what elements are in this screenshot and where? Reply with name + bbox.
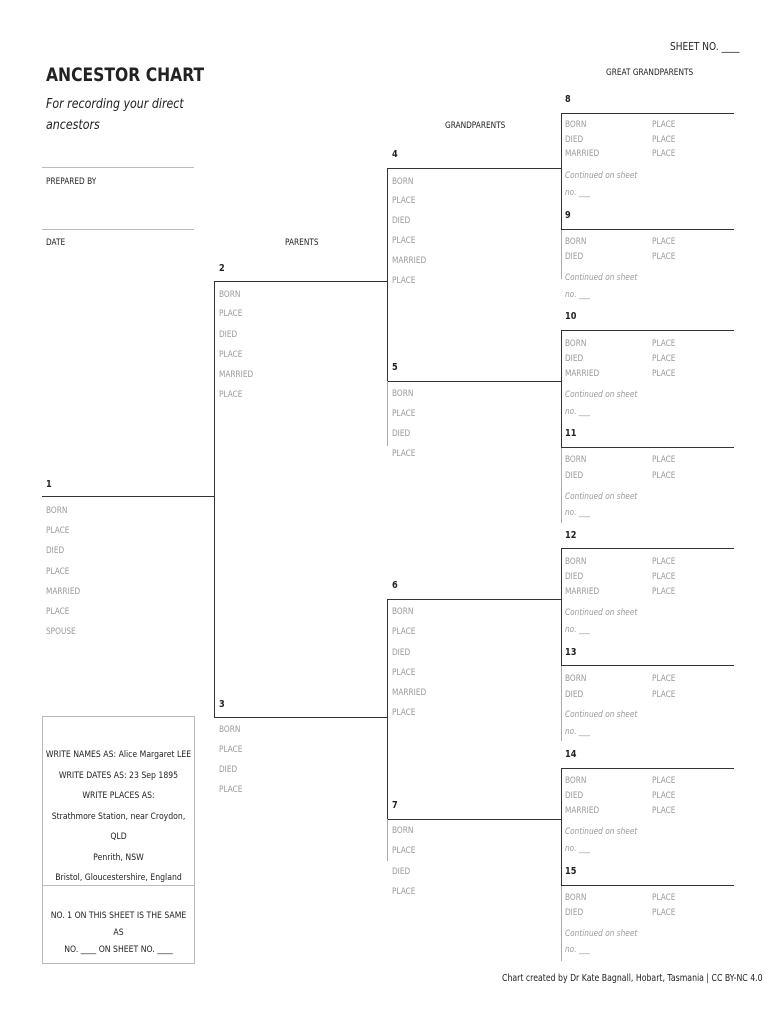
p1-married: MARRIED <box>46 587 81 597</box>
divider <box>42 167 194 168</box>
p2-died: DIED <box>219 330 238 340</box>
person-6-name-line[interactable] <box>387 599 561 600</box>
person-number-8: 8 <box>565 94 571 105</box>
person-8-name-line[interactable] <box>561 113 734 114</box>
p6-born: BORN <box>392 607 414 617</box>
person-2-name-line[interactable] <box>214 281 387 282</box>
person-7-name-line[interactable] <box>387 819 561 820</box>
person-number-13: 13 <box>565 647 577 658</box>
person-number-6: 6 <box>392 580 398 591</box>
p9-place: PLACE <box>652 237 676 247</box>
p9-sheet-no[interactable]: no. ___ <box>565 290 590 300</box>
p6-place: PLACE <box>392 708 416 718</box>
p14-died: DIED <box>565 791 584 801</box>
place-example-1: Strathmore Station, near Croydon, QLD <box>51 811 186 842</box>
p12-born: BORN <box>565 557 587 567</box>
subtitle-line2: ancestors <box>46 118 100 133</box>
p7-place: PLACE <box>392 887 416 897</box>
write-dates-instruction: WRITE DATES AS: 23 Sep 1895 <box>58 770 179 781</box>
person-number-15: 15 <box>565 866 577 877</box>
subtitle-line1: For recording your direct <box>46 97 184 112</box>
person-4-name-line[interactable] <box>387 168 561 169</box>
same-as-box <box>42 885 195 964</box>
person-number-11: 11 <box>565 428 577 439</box>
p13-died: DIED <box>565 690 584 700</box>
p6-died: DIED <box>392 648 411 658</box>
p14-married: MARRIED <box>565 806 600 816</box>
p11-continued: Continued on sheet <box>565 492 638 502</box>
sheet-number[interactable]: SHEET NO. ____ <box>670 40 740 53</box>
p6-married: MARRIED <box>392 688 427 698</box>
p4-place: PLACE <box>392 236 416 246</box>
p4-died: DIED <box>392 216 411 226</box>
p8-born: BORN <box>565 120 587 130</box>
date-label: DATE <box>46 238 66 248</box>
person-13-name-line[interactable] <box>561 665 734 666</box>
person-5-name-line[interactable] <box>387 381 561 382</box>
person-3-name-line[interactable] <box>214 717 387 718</box>
p6-place: PLACE <box>392 627 416 637</box>
great-grandparents-heading: GREAT GRANDPARENTS <box>606 68 694 78</box>
p9-born: BORN <box>565 237 587 247</box>
person-number-4: 4 <box>392 149 398 160</box>
p7-died: DIED <box>392 867 411 877</box>
person-number-1: 1 <box>46 479 52 490</box>
p12-died: DIED <box>565 572 584 582</box>
p8-place: PLACE <box>652 135 676 145</box>
p1-spouse: SPOUSE <box>46 627 76 637</box>
p15-place: PLACE <box>652 893 676 903</box>
p11-place: PLACE <box>652 455 676 465</box>
p8-died: DIED <box>565 135 584 145</box>
footer-credit: Chart created by Dr Kate Bagnall, Hobart, Tasmania | CC BY-NC 4.0 <box>502 973 763 984</box>
p6-place: PLACE <box>392 668 416 678</box>
bracket-5 <box>561 330 562 447</box>
p1-died: DIED <box>46 546 65 556</box>
p14-continued: Continued on sheet <box>565 827 638 837</box>
same-as-line2[interactable]: NO. ____ ON SHEET NO. ____ <box>64 945 173 955</box>
p8-married: MARRIED <box>565 149 600 159</box>
bracket-7 <box>561 768 562 885</box>
grandparents-heading: GRANDPARENTS <box>445 121 506 131</box>
person-14-name-line[interactable] <box>561 768 734 769</box>
p12-sheet-no[interactable]: no. ___ <box>565 625 590 635</box>
p10-continued: Continued on sheet <box>565 390 638 400</box>
p10-sheet-no[interactable]: no. ___ <box>565 407 590 417</box>
p12-continued: Continued on sheet <box>565 608 638 618</box>
p12-place: PLACE <box>652 587 676 597</box>
person-12-name-line[interactable] <box>561 548 734 549</box>
person-9-name-line[interactable] <box>561 229 734 230</box>
p5-place: PLACE <box>392 409 416 419</box>
p13-place: PLACE <box>652 674 676 684</box>
p11-born: BORN <box>565 455 587 465</box>
person-1-name-line[interactable] <box>42 496 214 497</box>
instructions-box <box>42 716 195 886</box>
p13-continued: Continued on sheet <box>565 710 638 720</box>
person-15-name-line[interactable] <box>561 885 734 886</box>
p8-place: PLACE <box>652 149 676 159</box>
p13-sheet-no[interactable]: no. ___ <box>565 727 590 737</box>
p7-born: BORN <box>392 826 414 836</box>
p1-place: PLACE <box>46 567 70 577</box>
p8-continued: Continued on sheet <box>565 171 638 181</box>
bracket-1 <box>214 281 215 717</box>
page-title: ANCESTOR CHART <box>46 64 205 86</box>
p5-place: PLACE <box>392 449 416 459</box>
p14-place: PLACE <box>652 791 676 801</box>
person-number-2: 2 <box>219 263 225 274</box>
person-10-name-line[interactable] <box>561 330 734 331</box>
p5-died: DIED <box>392 429 411 439</box>
p1-born: BORN <box>46 506 68 516</box>
p13-place: PLACE <box>652 690 676 700</box>
p2-place: PLACE <box>219 390 243 400</box>
p11-died: DIED <box>565 471 584 481</box>
p2-married: MARRIED <box>219 370 254 380</box>
p12-place: PLACE <box>652 557 676 567</box>
p13-born: BORN <box>565 674 587 684</box>
p8-sheet-no[interactable]: no. ___ <box>565 188 590 198</box>
p12-place: PLACE <box>652 572 676 582</box>
place-example-3: Bristol, Gloucestershire, England <box>55 873 182 883</box>
p1-place: PLACE <box>46 526 70 536</box>
p11-sheet-no[interactable]: no. ___ <box>565 508 590 518</box>
p15-place: PLACE <box>652 908 676 918</box>
p10-died: DIED <box>565 354 584 364</box>
p14-born: BORN <box>565 776 587 786</box>
write-places-instruction: WRITE PLACES AS: <box>82 791 155 801</box>
p3-born: BORN <box>219 725 241 735</box>
p5-born: BORN <box>392 389 414 399</box>
p14-place: PLACE <box>652 776 676 786</box>
person-number-7: 7 <box>392 800 398 811</box>
p10-married: MARRIED <box>565 369 600 379</box>
p15-born: BORN <box>565 893 587 903</box>
p4-place: PLACE <box>392 196 416 206</box>
person-number-3: 3 <box>219 699 225 710</box>
p11-place: PLACE <box>652 471 676 481</box>
parents-heading: PARENTS <box>285 238 319 248</box>
p10-place: PLACE <box>652 339 676 349</box>
person-11-name-line[interactable] <box>561 447 734 448</box>
p1-place: PLACE <box>46 607 70 617</box>
p2-place: PLACE <box>219 309 243 319</box>
bracket-2 <box>387 168 388 381</box>
bracket-3 <box>387 599 388 819</box>
p2-place: PLACE <box>219 350 243 360</box>
person-number-10: 10 <box>565 311 577 322</box>
person-number-12: 12 <box>565 530 577 541</box>
p3-place: PLACE <box>219 785 243 795</box>
p14-place: PLACE <box>652 806 676 816</box>
bracket-6 <box>561 548 562 665</box>
p3-died: DIED <box>219 765 238 775</box>
p15-died: DIED <box>565 908 584 918</box>
p14-sheet-no[interactable]: no. ___ <box>565 844 590 854</box>
p4-born: BORN <box>392 177 414 187</box>
person-number-5: 5 <box>392 362 398 373</box>
p4-place: PLACE <box>392 276 416 286</box>
bracket-4 <box>561 113 562 229</box>
write-names-instruction: WRITE NAMES AS: Alice Margaret LEE <box>45 750 192 760</box>
p9-continued: Continued on sheet <box>565 273 638 283</box>
p2-born: BORN <box>219 290 241 300</box>
p10-place: PLACE <box>652 369 676 379</box>
p7-place: PLACE <box>392 846 416 856</box>
person-number-9: 9 <box>565 210 571 221</box>
p9-place: PLACE <box>652 252 676 262</box>
p3-place: PLACE <box>219 745 243 755</box>
divider <box>42 229 194 230</box>
p9-died: DIED <box>565 252 584 262</box>
p15-continued: Continued on sheet <box>565 929 638 939</box>
place-example-2: Penrith, NSW <box>93 852 144 863</box>
prepared-by-label: PREPARED BY <box>46 177 97 187</box>
p4-married: MARRIED <box>392 256 427 266</box>
p10-place: PLACE <box>652 354 676 364</box>
p15-sheet-no[interactable]: no. ___ <box>565 945 590 955</box>
person-number-14: 14 <box>565 749 577 760</box>
p8-place: PLACE <box>652 120 676 130</box>
same-as-line1: NO. 1 ON THIS SHEET IS THE SAME AS <box>50 911 187 938</box>
p12-married: MARRIED <box>565 587 600 597</box>
p10-born: BORN <box>565 339 587 349</box>
